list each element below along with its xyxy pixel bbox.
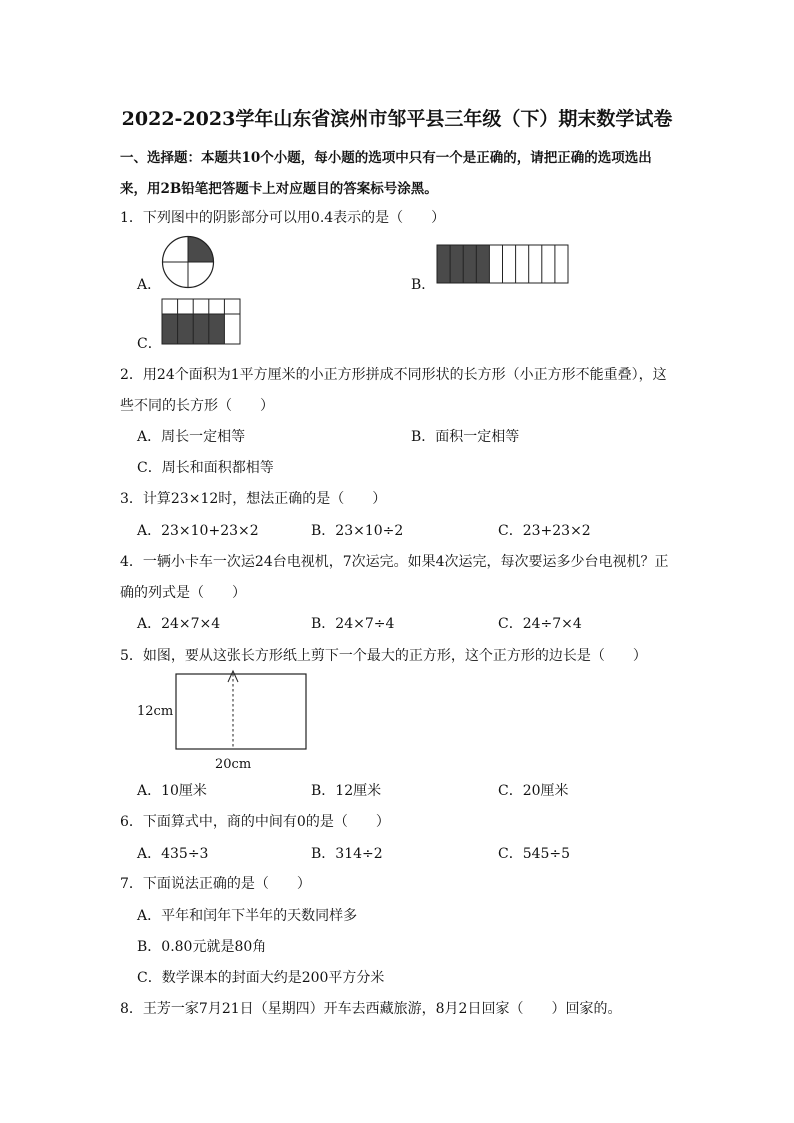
q4-option-c: C．24÷7×4: [498, 616, 582, 632]
q2-option-a: A．周长一定相等: [137, 429, 246, 445]
q5-paper-rectangle: [176, 674, 306, 749]
q4-stem-line2: 确的列式是（ ）: [120, 585, 246, 601]
q1-stem: 1．下列图中的阴影部分可以用0.4表示的是（ ）: [120, 210, 446, 226]
q1-circle-figure: [161, 235, 215, 289]
q3-stem: 3．计算23×12时，想法正确的是（ ）: [120, 491, 387, 507]
q7-option-a: A．平年和闰年下半年的天数同样多: [137, 908, 358, 924]
q3-option-a: A．23×10+23×2: [137, 523, 259, 539]
q1-strip-figure: [436, 244, 570, 284]
q6-option-b: B．314÷2: [311, 846, 383, 862]
q2-option-c: C．周长和面积都相等: [137, 460, 274, 476]
q6-option-c: C．545÷5: [498, 846, 571, 862]
q4-stem-line1: 4．一辆小卡车一次运24台电视机，7次运完。如果4次运完，每次要运多少台电视机？正: [120, 554, 669, 570]
q2-option-b: B．面积一定相等: [411, 429, 520, 445]
q1-option-c-label: C．: [137, 336, 162, 352]
section-heading-line1: 一、选择题：本题共10个小题，每小题的选项中只有一个是正确的，请把正确的选项选出: [120, 150, 652, 166]
q1-option-a-label: A．: [137, 277, 162, 293]
q5-width-label: 20cm: [215, 757, 252, 772]
q2-stem-line1: 2．用24个面积为1平方厘米的小正方形拼成不同形状的长方形（小正方形不能重叠），这: [120, 367, 667, 383]
q8-stem: 8．王芳一家7月21日（星期四）开车去西藏旅游，8月2日回家（ ）回家的。: [120, 1001, 622, 1017]
q2-stem-line2: 些不同的长方形（ ）: [120, 398, 274, 414]
q6-option-a: A．435÷3: [137, 846, 209, 862]
q3-option-b: B．23×10÷2: [311, 523, 404, 539]
q6-stem: 6．下面算式中，商的中间有0的是（ ）: [120, 814, 390, 830]
q4-option-b: B．24×7÷4: [311, 616, 395, 632]
q4-option-a: A．24×7×4: [137, 616, 221, 632]
q1-option-b-label: B．: [411, 277, 436, 293]
q7-option-c: C．数学课本的封面大约是200平方分米: [137, 970, 385, 986]
q5-height-label: 12cm: [137, 704, 174, 719]
q5-rectangle-figure: [175, 668, 309, 752]
q7-option-b: B．0.80元就是80角: [137, 939, 267, 955]
q1-grid-figure: [161, 298, 241, 346]
section-heading-line2: 来，用2B铅笔把答题卡上对应题目的答案标号涂黑。: [120, 181, 438, 197]
page-title: 2022-2023学年山东省滨州市邹平县三年级（下）期末数学试卷: [121, 108, 673, 130]
q5-option-c: C．20厘米: [498, 783, 569, 799]
q5-option-a: A．10厘米: [137, 783, 207, 799]
q3-option-c: C．23+23×2: [498, 523, 591, 539]
q5-stem: 5．如图，要从这张长方形纸上剪下一个最大的正方形，这个正方形的边长是（ ）: [120, 648, 647, 664]
q5-option-b: B．12厘米: [311, 783, 382, 799]
q7-stem: 7．下面说法正确的是（ ）: [120, 876, 311, 892]
